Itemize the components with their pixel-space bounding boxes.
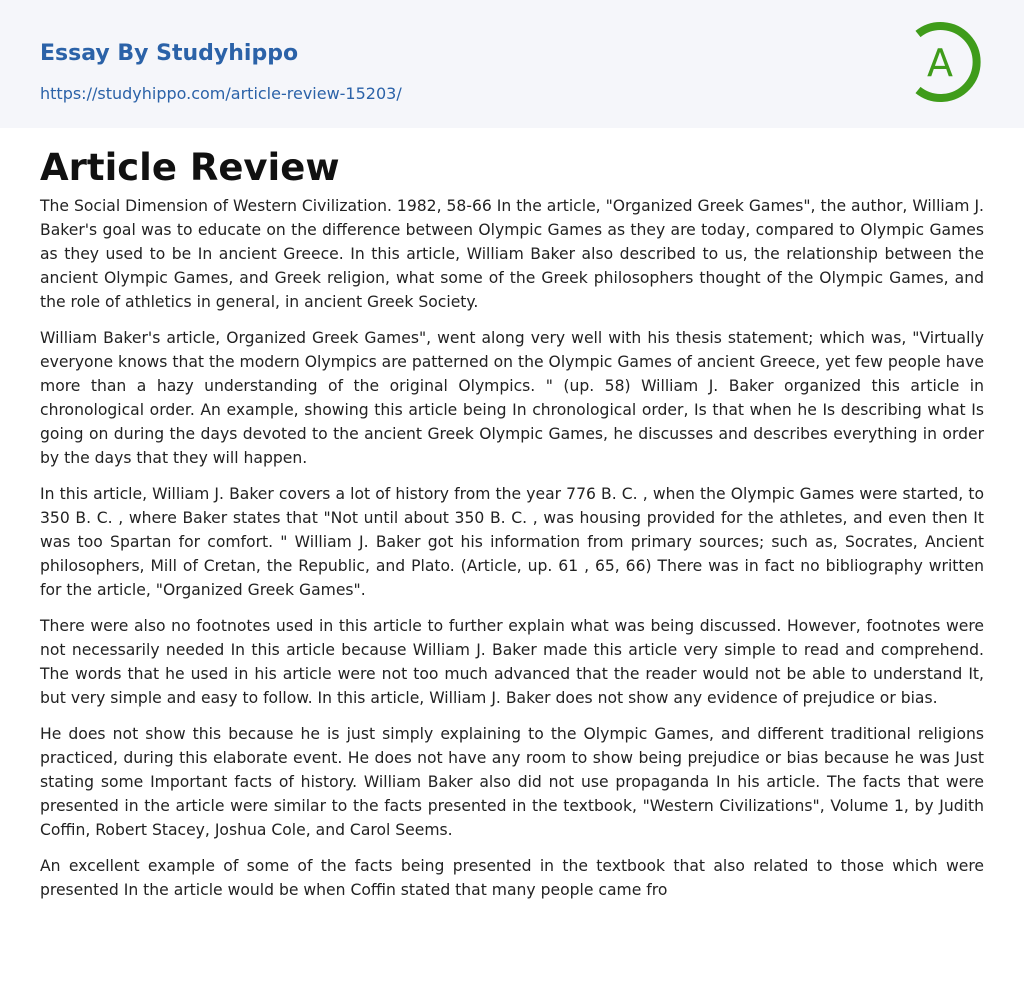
site-header xyxy=(0,0,1024,128)
article-title: Article Review xyxy=(40,146,340,189)
article-paragraph: There were also no footnotes used in this article to further explain what was being discussed. However, footnotes were not necessarily needed In this article because William J. Baker made this article very simple to read and comprehend. The words that he used in his article were not too much advanced that the reader would not be able to understand It, but very simple and easy to follow. In this article, William J. Baker does not show any evidence of prejudice or bias. xyxy=(40,617,984,707)
article-body xyxy=(0,146,1024,902)
article-paragraph: An excellent example of some of the facts being presented in the textbook that also related to those which were presented In the article would be when Coffin stated that many people came fro xyxy=(40,857,984,899)
logo-letter: A xyxy=(927,41,953,85)
site-title[interactable]: Essay By Studyhippo xyxy=(40,41,299,66)
article-paragraph: The Social Dimension of Western Civilization. 1982, 58-66 In the article, "Organized Greek Games", the author, William J. Baker's goal was to educate on the difference between Olympic Games as they are today, compared to Olympic Games as they used to be In ancient Greece. In this article, William Baker also described to us, the relationship between the ancient Olympic Games, and Greek religion, what some of the Greek philosophers thought of the Olympic Games, and the role of athletics in general, in ancient Greek Society. xyxy=(40,197,984,311)
article-url-link[interactable]: https://studyhippo.com/article-review-15203/ xyxy=(40,84,402,103)
article-paragraph: William Baker's article, Organized Greek Games", went along very well with his thesis statement; which was, "Virtually everyone knows that the modern Olympics are patterned on the Olympic Games of ancient Greece, yet few people have more than a hazy understanding of the original Olympics. " (up. 58) William J. Baker organized this article in chronological order. An example, showing this article being In chronological order, Is that when he Is describing what Is going on during the days devoted to the ancient Greek Olympic Games, he discusses and describes everything in order by the days that they will happen. xyxy=(40,329,984,467)
article-paragraph: He does not show this because he is just simply explaining to the Olympic Games, and different traditional religions practiced, during this elaborate event. He does not have any room to show being prejudice or bias because he was Just stating some Important facts of history. William Baker also did not use propaganda In his article. The facts that were presented in the article were similar to the facts presented in the textbook, "Western Civilizations", Volume 1, by Judith Coffin, Robert Stacey, Joshua Cole, and Carol Seems. xyxy=(40,725,984,839)
article-paragraph: In this article, William J. Baker covers a lot of history from the year 776 B. C. , when the Olympic Games were started, to 350 B. C. , where Baker states that "Not until about 350 B. C. , was housing provided for the athletes, and even then It was too Spartan for comfort. " William J. Baker got his information from primary sources; such as, Socrates, Ancient philosophers, Mill of Cretan, the Republic, and Plato. (Article, up. 61 , 65, 66) There was in fact no bibliography written for the article, "Organized Greek Games". xyxy=(40,485,984,599)
studyhippo-logo-icon[interactable] xyxy=(904,18,988,106)
